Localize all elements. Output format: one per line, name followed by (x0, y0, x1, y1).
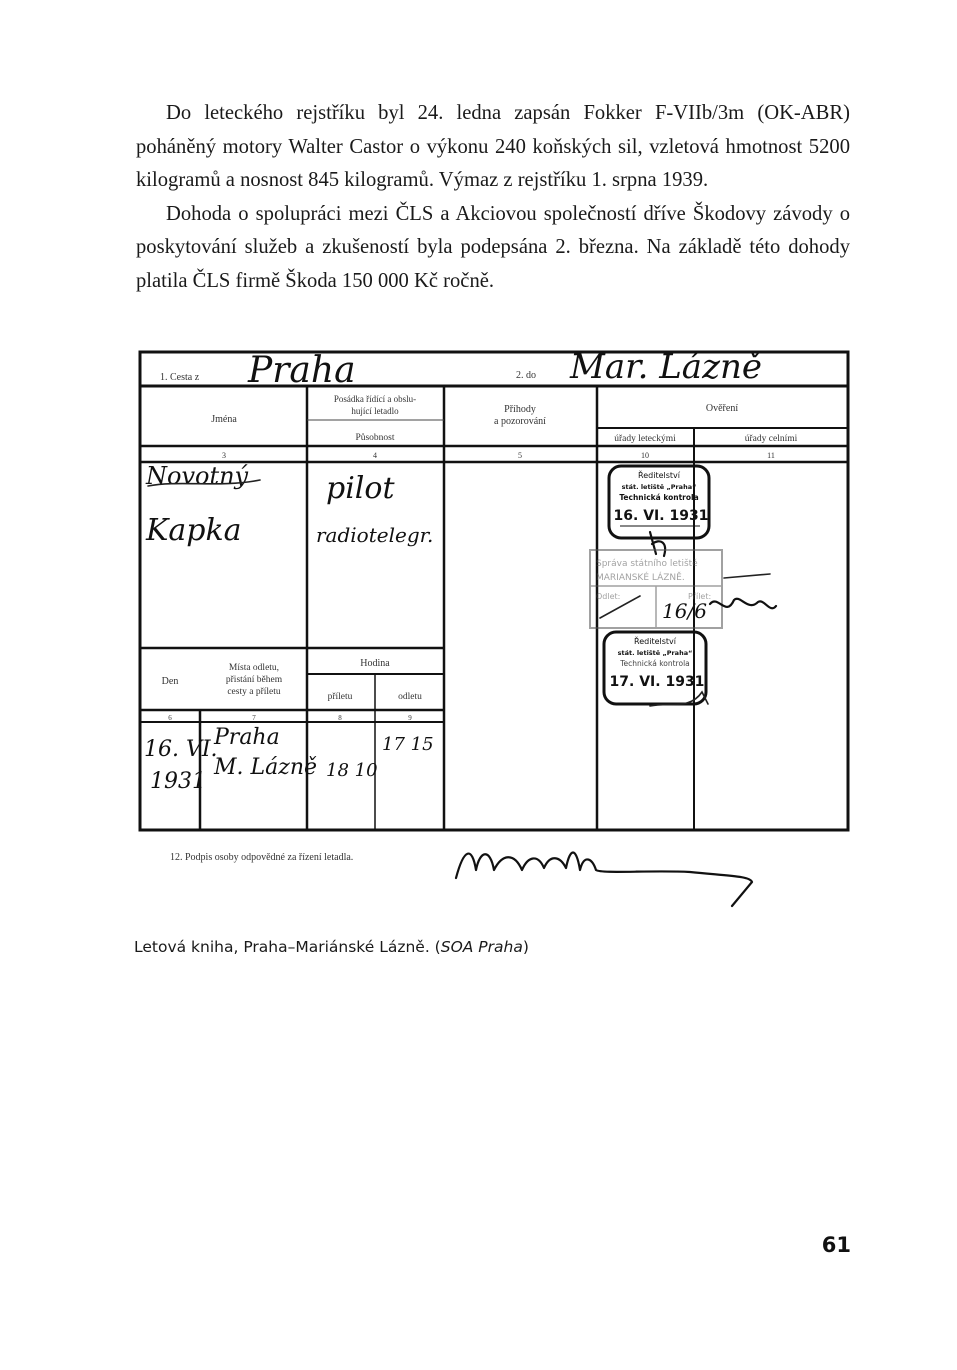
handwritten-places-1: Praha (214, 725, 280, 750)
label-cesta-z: 1. Cesta z (160, 372, 200, 383)
col-num-7: 7 (252, 714, 256, 722)
body-text (136, 97, 850, 298)
handwritten-arrival: 18 10 (326, 760, 378, 781)
label-posadka-1: Posádka řídící a obslu- (333, 394, 417, 404)
handwritten-name-1: Novotný (146, 462, 249, 490)
flight-log-form (130, 318, 860, 918)
svg-text:16. VI. 1931: 16. VI. 1931 (613, 508, 709, 524)
label-do: 2. do (516, 370, 536, 381)
label-hodina: Hodina (360, 658, 390, 669)
label-urady-celni: úřady celními (744, 434, 798, 444)
svg-text:Správa státního letiště: Správa státního letiště (596, 559, 698, 569)
handwritten-to: Mar. Lázně (570, 347, 762, 387)
label-den: Den (161, 676, 179, 687)
handwritten-day-2: 1931 (150, 769, 206, 794)
label-mista-1: Místa odletu, (228, 663, 280, 673)
svg-text:Ředitelství: Ředitelství (634, 637, 676, 646)
signature-stamp (710, 599, 776, 609)
label-mista-3: cesty a příletu (227, 687, 281, 697)
svg-text:Technická kontrola: Technická kontrola (619, 493, 699, 502)
handwritten-departure: 17 15 (382, 734, 434, 755)
pilot-signature (456, 853, 752, 907)
label-jmena: Jména (211, 414, 237, 425)
handwritten-name-2: Kapka (146, 513, 242, 548)
flight-log-scan (130, 318, 860, 918)
col-num-8: 8 (338, 714, 342, 722)
handwritten-day-1: 16. VI. (144, 737, 218, 762)
svg-text:Technická kontrola: Technická kontrola (620, 659, 690, 668)
handwritten-role-1: pilot (326, 471, 395, 506)
col-num-6: 6 (168, 714, 172, 722)
label-urady-letecke: úřady leteckými (614, 434, 676, 444)
prilet-value: 16/6 (662, 599, 707, 623)
col-num-5: 5 (518, 451, 522, 460)
label-signature: 12. Podpis osoby odpovědné za řízení letadla. (170, 852, 354, 863)
paragraph-fokker: Do leteckého rejstříku byl 24. ledna zapsán Fokker F-VIIb/3m (OK-ABR) poháněný motory Walter Castor o výkonu 240 koňských sil, vzletová hmotnost 5200 kilogramů a nosnost 845 kilogramů. Výmaz z rejstříku 1. srpna 1939. (136, 102, 850, 191)
col-num-11: 11 (767, 451, 775, 460)
svg-text:MARIANSKÉ LÁZNĚ.: MARIANSKÉ LÁZNĚ. (596, 573, 685, 583)
col-num-3: 3 (222, 451, 226, 460)
label-prihody-2: a pozorování (494, 416, 546, 427)
page-number: 61 (821, 1233, 851, 1257)
svg-text:Přílet:: Přílet: (688, 592, 712, 601)
figure-caption: Letová kniha, Praha–Mariánské Lázně. (SOA Praha) (134, 938, 529, 956)
handwritten-from: Praha (248, 350, 356, 391)
handwritten-places-2: M. Lázně (214, 755, 318, 780)
label-odletu: odletu (398, 692, 422, 702)
label-overeni: Ověření (705, 403, 739, 414)
col-num-4: 4 (373, 451, 377, 460)
svg-text:17. VI. 1931: 17. VI. 1931 (609, 674, 705, 690)
caption-source: SOA Praha (440, 938, 523, 956)
svg-text:Odlet:: Odlet: (596, 592, 621, 601)
initials-mark (650, 532, 665, 556)
stamp-praha-17 (604, 632, 706, 704)
col-num-9: 9 (408, 714, 412, 722)
col-num-10: 10 (641, 451, 649, 460)
label-prihody-1: Příhody (504, 404, 536, 415)
label-priletu: příletu (327, 692, 353, 702)
svg-text:stát. letiště „Praha“: stát. letiště „Praha“ (621, 483, 697, 491)
paragraph-skoda-agreement: Dohoda o spolupráci mezi ČLS a Akciovou společností dříve Škodovy závody o poskytování služeb a zkušeností byla podepsána 2. března. Na základě této dohody platila ČLS firmě Škoda 150 000 Kč ročně. (136, 202, 850, 292)
label-posadka-2: hující letadlo (351, 406, 399, 416)
svg-text:stát. letiště „Praha“: stát. letiště „Praha“ (617, 649, 693, 657)
handwritten-role-2: radiotelegr. (316, 523, 434, 547)
label-mista-2: přistání během (225, 675, 283, 685)
label-pusobnost: Působnost (355, 433, 395, 443)
svg-text:Ředitelství: Ředitelství (638, 471, 680, 480)
